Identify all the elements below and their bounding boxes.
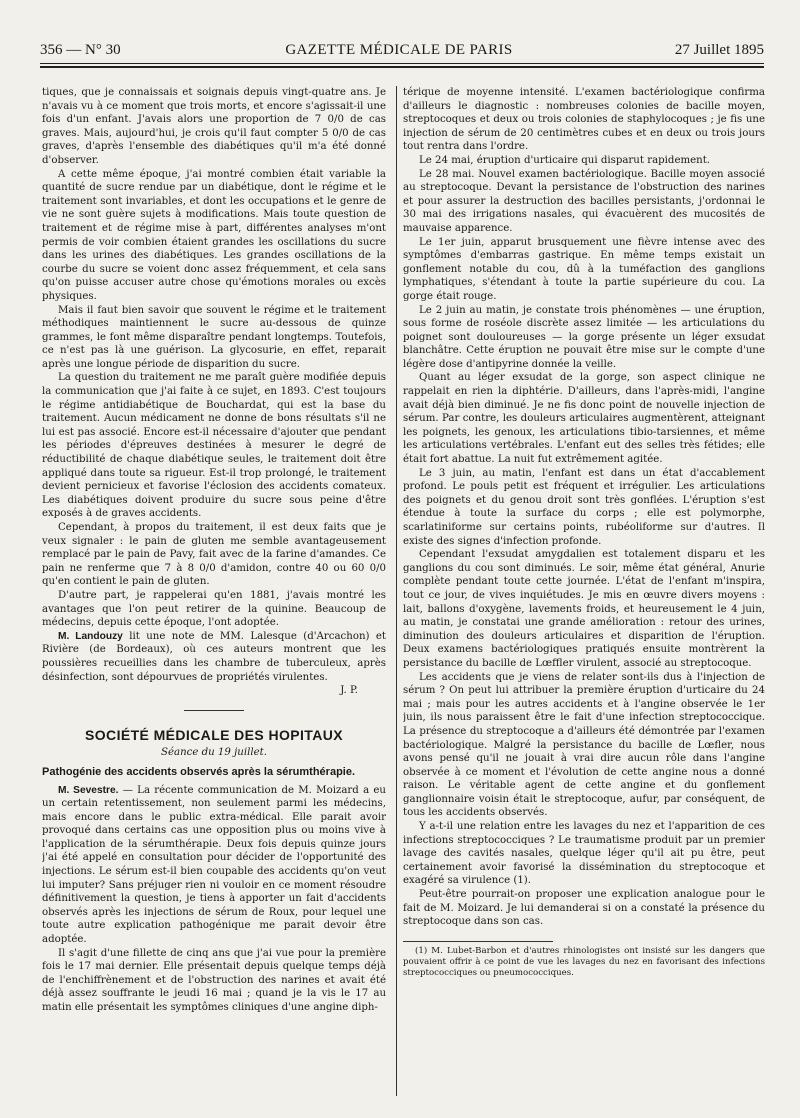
left-column [42, 86, 386, 1096]
paragraph-sevestre [42, 784, 386, 947]
paragraph: Mais il faut bien savoir que souvent le régime et le traitement méthodiques maintiennent le sucre au-dessous de quinze grammes, le font même disparaître pendant longtemps. Toutefois, ce n'est pas là une guérison. La glycosurie, en effet, reparait après une longue période de disparition du sucre. [42, 304, 386, 370]
header-rule [40, 63, 764, 64]
paragraph: Le 28 mai. Nouvel examen bactériologique. Bacille moyen associé au streptocoque. Devant la persistance de l'obstruction des narines et pour assurer la destruction des bacilles persistants, j'ordonnai le 30 mai des irrigations nasales, qui évacuèrent des mucosités de mauvaise apparence. [403, 168, 765, 234]
paragraph: Il s'agit d'une fillette de cinq ans que j'ai vue pour la première fois le 17 mai dernier. Elle présentait depuis quelque temps déjà de l'enchiffrènement et de l'obstruction des narines et avait été déjà assez souffrante le jeudi 16 mai ; quand je la vis le 17 au matin elle présentait les symptômes cliniques d'une angine diph- [42, 947, 386, 1013]
paragraph: Le 1er juin, apparut brusquement une fièvre intense avec des symptômes d'embarras gastrique. En même temps existait un gonflement notable du cou, dû à la tuméfaction des ganglions lymphatiques, s'étendant à toute la partie supérieure du cou. La gorge était rouge. [403, 236, 765, 302]
paragraph: Le 3 juin, au matin, l'enfant est dans un état d'accablement profond. Le pouls petit est fréquent et irrégulier. Les articulations des poignets et du genou droit sont très gonflées. L'éruption s'est étendue à toute la surface du corps ; elle est polymorphe, scarlatiniforme sur certains points, rubéoliforme sur d'autres. Il existe des signes d'infection profonde. [403, 467, 765, 547]
section-date: Séance du 19 juillet. [161, 747, 267, 759]
section-title: SOCIÉTÉ MÉDICALE DES HOPITAUX [85, 726, 343, 743]
paragraph-text: — La récente communication de M. Moizard a eu un certain retentissement, non seulement parmi les médecins, mais encore dans le public extra-médical. Elle parait avoir provoqué dans certains cas une opposition plus ou moins vive à l'application de la sérumthérapie. Deux fois depuis quinze jours j'ai été appelé en consultation pour décider de l'opportunité des injections. Le sérum est-il bien coupable des accidents qu'on veut lui imputer? Sans préjuger rien ni vouloir en ce moment résoudre définitivement la question, je tiens à apporter un fait d'accidents observés après les injections de sérum de Roux, pour lequel une toute autre explication pathogénique me parait devoir être adoptée. [42, 784, 386, 946]
section-divider [184, 710, 244, 711]
paragraph: Y a-t-il une relation entre les lavages du nez et l'apparition de ces infections streptococciques ? Le traumatisme produit par un premier lavage des cavités nasales, quelque léger qu'il ait pu être, peut certainement avoir favorisé la dissémination du streptocoque et exagéré sa virulence (1). [403, 821, 765, 887]
paragraph-landouzy [42, 630, 386, 684]
paragraph: A cette même époque, j'ai montré combien était variable la quantité de sucre rendue par un diabétique, dont le régime et le traitement sont invariables, et dont les occupations et le genre de vie ne sont guère sujets à modifications. Mais toute question de traitement et de régime mise à part, différentes analyses m'ont permis de voir combien étaient grandes les oscillations du sucre dans les urines des diabétiques. Les grandes oscillations de la courbe du sucre se voient donc assez fréquemment, et cela sans qu'on puisse accuser autre chose qu'émotions morales ou excès physiques. [42, 168, 386, 302]
paragraph: Cependant l'exsudat amygdalien est totalement disparu et les ganglions du cou sont diminués. Le soir, même état général, Anurie complète pendant toute cette journée. L'état de l'enfant m'inspira, tout ce jour, de vives inquiétudes. Je mis en œuvre divers moyens : lait, ballons d'oxygène, lavements froids, et heureusement le 4 juin, au matin, je constatai une grande amélioration : retour des urines, diminution des douleurs articulaires et disparition de l'éruption. Deux examens bactériologiques pratiqués ensuite montrèrent la persistance du bacille de Lœffler virulent, associé au streptocoque. [403, 549, 765, 669]
paragraph: Cependant, à propos du traitement, il est deux faits que je veux signaler : le pain de gluten me semble avantageusement remplacé par le pain de Pavy, fait avec de la farine d'amandes. Ce pain ne renferme que 7 à 8 0/0 d'amidon, contre 40 ou 60 0/0 qu'en contient le pain de gluten. [42, 522, 386, 588]
column-divider [396, 86, 397, 1096]
header-rule-thick [40, 66, 764, 68]
page-number: 356 — N° 30 [40, 42, 121, 58]
footnote-rule [403, 941, 553, 942]
paragraph: Quant au léger exsudat de la gorge, son aspect clinique ne rappelait en rien la diphtérie. D'ailleurs, dans l'après-midi, l'angine avait déjà bien diminué. Je ne fis donc point de nouvelle injection de sérum. Par contre, les douleurs articulaires augmentèrent, atteignant les poignets, les genoux, les articulations tibio-tarsiennes, et même les articulations vertébrales. L'enfant eut des selles très fétides; elle était fort abattue. La nuit fut extrêmement agitée. [403, 372, 765, 466]
paragraph: Le 2 juin au matin, je constate trois phénomènes — une éruption, sous forme de roséole discrète assez limitée — les articulations du poignet sont douloureuses — la gorge présente un léger exsudat blanchâtre. Cette éruption ne pouvait être mise sur le compte d'une légère dose d'antipyrine donnée la veille. [403, 304, 765, 370]
paragraph: Le 24 mai, éruption d'urticaire qui disparut rapidement. [419, 154, 711, 166]
journal-title: GAZETTE MÉDICALE DE PARIS [285, 42, 513, 58]
issue-date: 27 Juillet 1895 [674, 42, 764, 58]
paragraph: Les accidents que je viens de relater sont-ils dus à l'injection de sérum ? On peut lui attribuer la première éruption d'urticaire du 24 mai ; mais pour les autres accidents et à l'angine observée le 1er juin, ils nous paraissent être le fait d'une infection streptococcique. La présence du streptocoque a d'ailleurs été démontrée par l'examen bactériologique. Malgré la persistance du bacille de Lœfler, nous avons pensé qu'il ne jouait à vrai dire aucun rôle dans l'angine observée à ce moment et l'évolution de cette angine nous a donné raison. Le véritable agent de cette angine et du gonflement ganglionnaire voisin était le streptocoque, aufur, par conséquent, de tous les accidents observés. [403, 671, 765, 819]
paragraph: tiques, que je connaissais et soignais depuis vingt-quatre ans. Je n'avais vu à ce moment que trois morts, et encore s'agissait-il une fois d'un enfant. J'avais alors une proportion de 7 0/0 de cas graves. Mais, aujourd'hui, je crois qu'il faut compter 5 0/0 de cas graves, d'après l'ensemble des diabétiques qu'il m'a été donné d'observer. [42, 87, 386, 166]
subsection-title: Pathogénie des accidents observés après la sérumthérapie. [42, 765, 356, 778]
signature: J. P. [340, 685, 358, 697]
right-column [403, 86, 765, 1096]
paragraph: Peut-être pourrait-on proposer une explication analogue pour le fait de M. Moizard. Je lui demanderai si on a constaté la présence du streptocoque dans son cas. [403, 889, 765, 928]
paragraph-text: lit une note de MM. Lalesque (d'Arcachon) et Rivière (de Bordeaux), où ces auteurs montrent que les poussières recueillies dans les chambre de tuberculeux, après désinfection, sont dépourvues de propriétés virulentes. [42, 630, 386, 683]
paragraph: La question du traitement ne me paraît guère modifiée depuis la communication que j'ai faite à ce sujet, en 1893. C'est toujours le régime antidiabétique de Bouchardat, qui est la base du traitement. Aucun médicament ne donne de bons résultats s'il ne lui est pas associé. Encore est-il nécessaire d'ajouter que pendant les périodes d'épreuves destinées à mesurer le degré de réductibilité de chaque diabétique seules, le traitement doit être appliqué dans toute sa rigueur. Est-il trop prolongé, le traitement devient pernicieux et favorise l'éclosion des accidents comateux. Les diabétiques doivent produire du sucre sous peine d'être exposés à de graves accidents. [42, 372, 386, 520]
paragraph: térique de moyenne intensité. L'examen bactériologique confirma d'ailleurs le diagnostic : nombreuses colonies de bacille moyen, streptocoques et deux ou trois colonies de staphylocoques ; je fis une injection de sérum de 20 centimètres cubes et en deux ou trois jours tout rentra dans l'ordre. [403, 87, 765, 153]
paragraph: D'autre part, je rappelerai qu'en 1881, j'avais montré les avantages que l'on peut retirer de la quinine. Beaucoup de médecins, depuis cette époque, l'ont adoptée. [42, 589, 386, 629]
speaker-name: M. Sevestre. [58, 784, 119, 796]
speaker-name: M. Landouzy [58, 630, 123, 642]
footnote: (1) M. Lubet-Barbon et d'autres rhinologistes ont insisté sur les dangers que pouvaient offrir à ce point de vue les lavages du nez en favorisant des infections streptococciques ou pneumococciques. [403, 945, 765, 978]
running-header [34, 42, 764, 64]
